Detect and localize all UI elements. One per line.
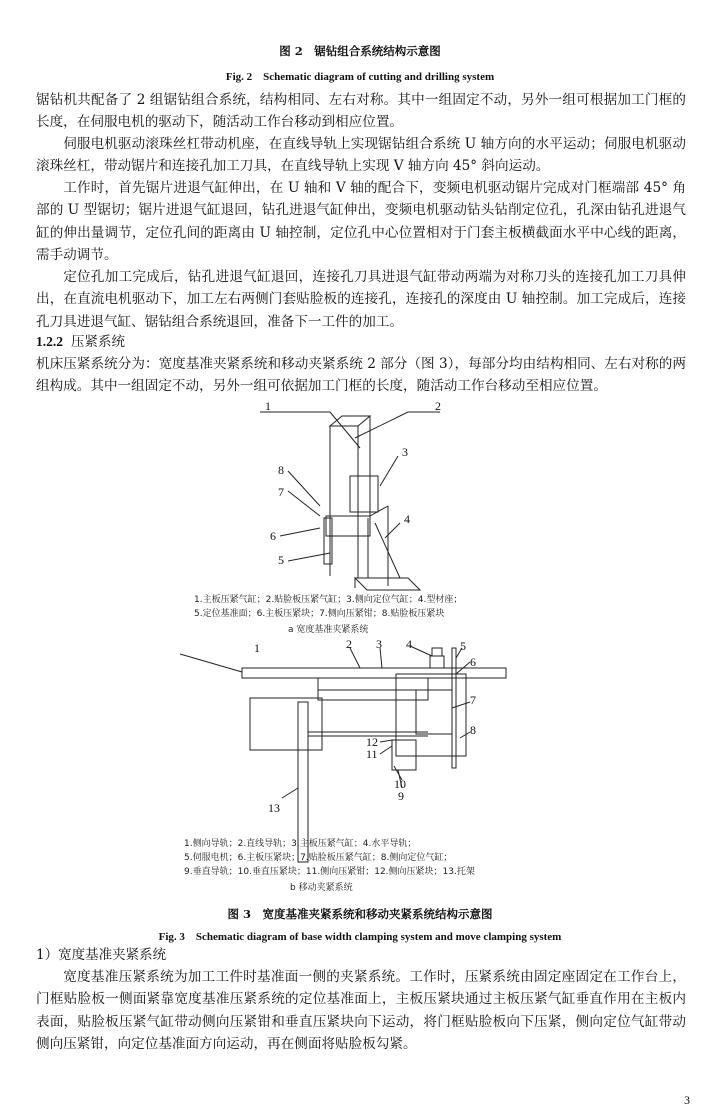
fig3-caption-zh: 图 3 宽度基准夹紧系统和移动夹紧系统结构示意图 — [227, 907, 493, 921]
section-paragraph: 机床压紧系统分为：宽度基准夹紧系统和移动夹紧系统 2 部分（图 3），每部分均由结构相同、左右对称的两组构成。其中一组固定不动，另外一组可依据加工门框的长度，随活动工作台移动至相应位置。 — [36, 356, 686, 395]
fig3b-label-7: 7 — [470, 693, 476, 707]
fig3b-label-9: 9 — [398, 789, 404, 803]
fig3a-label-4: 4 — [404, 512, 410, 526]
fig3b-label-1: 1 — [254, 641, 260, 655]
fig3a-label-1: 1 — [265, 399, 271, 413]
fig3a-subcaption: a 宽度基准夹紧系统 — [288, 625, 369, 635]
fig3b-drawing — [170, 638, 530, 900]
paragraph-2: 伺服电机驱动滚珠丝杠带动机座，在直线导轨上实现锯钻组合系统 U 轴方向的水平运动；伺服电机驱动滚珠丝杠，带动锯片和连接孔加工刀具，在直线导轨上实现 V 轴方向 45° 斜向运动。 — [36, 136, 686, 175]
fig3a-label-7: 7 — [278, 485, 284, 499]
fig3a-label-2: 2 — [435, 399, 441, 413]
fig3b-label-2: 2 — [346, 638, 352, 651]
fig3b-label-10: 10 — [394, 777, 406, 791]
fig3b-legend-line-2: 5.伺服电机；6.主板压紧块；7.贴脸板压紧气缸；8.侧向定位气缸； — [184, 853, 453, 863]
subsection-heading: 1）宽度基准夹紧系统 — [36, 947, 167, 963]
fig2-caption-zh: 图 2 锯钻组合系统结构示意图 — [279, 44, 441, 58]
section-heading — [36, 331, 125, 353]
section-title: 压紧系统 — [71, 334, 125, 350]
fig3a-legend-line-2: 5.定位基准面；6.主板压紧块；7.侧向压紧钳；8.贴脸板压紧块 — [194, 609, 445, 619]
fig3a-legend-line-1: 1.主板压紧气缸；2.贴脸板压紧气缸；3.侧向定位气缸；4.型材座； — [194, 595, 463, 605]
section-number: 1.2.2 — [36, 334, 63, 349]
fig3b-legend-line-3: 9.垂直导轨；10.垂直压紧块；11.侧向压紧钳；12.侧向压紧块；13.托架 — [184, 867, 475, 877]
fig3b-label-11: 11 — [366, 747, 378, 761]
fig3b-label-13: 13 — [268, 801, 280, 815]
fig3b-label-6: 6 — [470, 655, 476, 669]
fig3b-label-4: 4 — [406, 638, 412, 651]
fig3b-label-12: 12 — [366, 735, 378, 749]
fig3a-label-5: 5 — [278, 553, 284, 567]
fig3b-label-5: 5 — [460, 639, 466, 653]
fig3b-subcaption: b 移动夹紧系统 — [290, 883, 353, 893]
fig3-caption-en: Fig. 3 Schematic diagram of base width clamping system and move clamping system — [158, 931, 562, 943]
page-number: 3 — [684, 1093, 690, 1107]
paragraph-1: 锯钻机共配备了 2 组锯钻组合系统，结构相同、左右对称。其中一组固定不动，另外一组可根据加工门框的长度，在伺服电机的驱动下，随活动工作台移动到相应位置。 — [36, 92, 686, 131]
paragraph-4: 定位孔加工完成后，钻孔进退气缸退回，连接孔刀具进退气缸带动两端为对称刀头的连接孔加工刀具伸出，在直流电机驱动下，加工左右两侧门套贴脸板的连接孔，连接孔的深度由 U 轴控制。加工完成后，连接孔刀具进退气缸、锯钻组合系统退回，准备下一工件的加工。 — [36, 269, 686, 330]
fig3b-label-8: 8 — [470, 723, 476, 737]
fig3a-label-3: 3 — [402, 445, 408, 459]
fig3b-label-3: 3 — [376, 638, 382, 651]
fig3a-label-8: 8 — [278, 463, 284, 477]
fig3a-drawing — [180, 398, 540, 636]
paragraph-3: 工作时，首先锯片进退气缸伸出，在 U 轴和 V 轴的配合下，变频电机驱动锯片完成对门框端部 45° 角部的 U 型锯切；锯片进退气缸退回，钻孔进退气缸伸出，变频电机驱动钻头钻削定位孔，孔深由钻孔进退气缸的伸出量调节，定位孔间的距离由 U 轴控制，定位孔中心位置相对于门套主板横截面水平中心线的距离，需手动调节。 — [36, 180, 686, 263]
fig3b-legend-line-1: 1.侧向导轨；2.直线导轨；3.主板压紧气缸；4.水平导轨； — [184, 839, 417, 849]
fig3a-label-6: 6 — [270, 529, 276, 543]
subsection-paragraph: 宽度基准压紧系统为加工工件时基准面一侧的夹紧系统。工作时，压紧系统由固定座固定在工作台上，门框贴脸板一侧面紧靠宽度基准压紧系统的定位基准面上，主板压紧块通过主板压紧气缸垂直作用在主板内表面，贴脸板压紧气缸带动侧向压紧钳和垂直压紧块向下运动，将门框贴脸板向下压紧，侧向定位气缸带动侧向压紧钳，向定位基准面方向运动，再在侧面将贴脸板勾紧。 — [36, 969, 686, 1052]
fig2-caption-en: Fig. 2 Schematic diagram of cutting and drilling system — [225, 71, 495, 83]
